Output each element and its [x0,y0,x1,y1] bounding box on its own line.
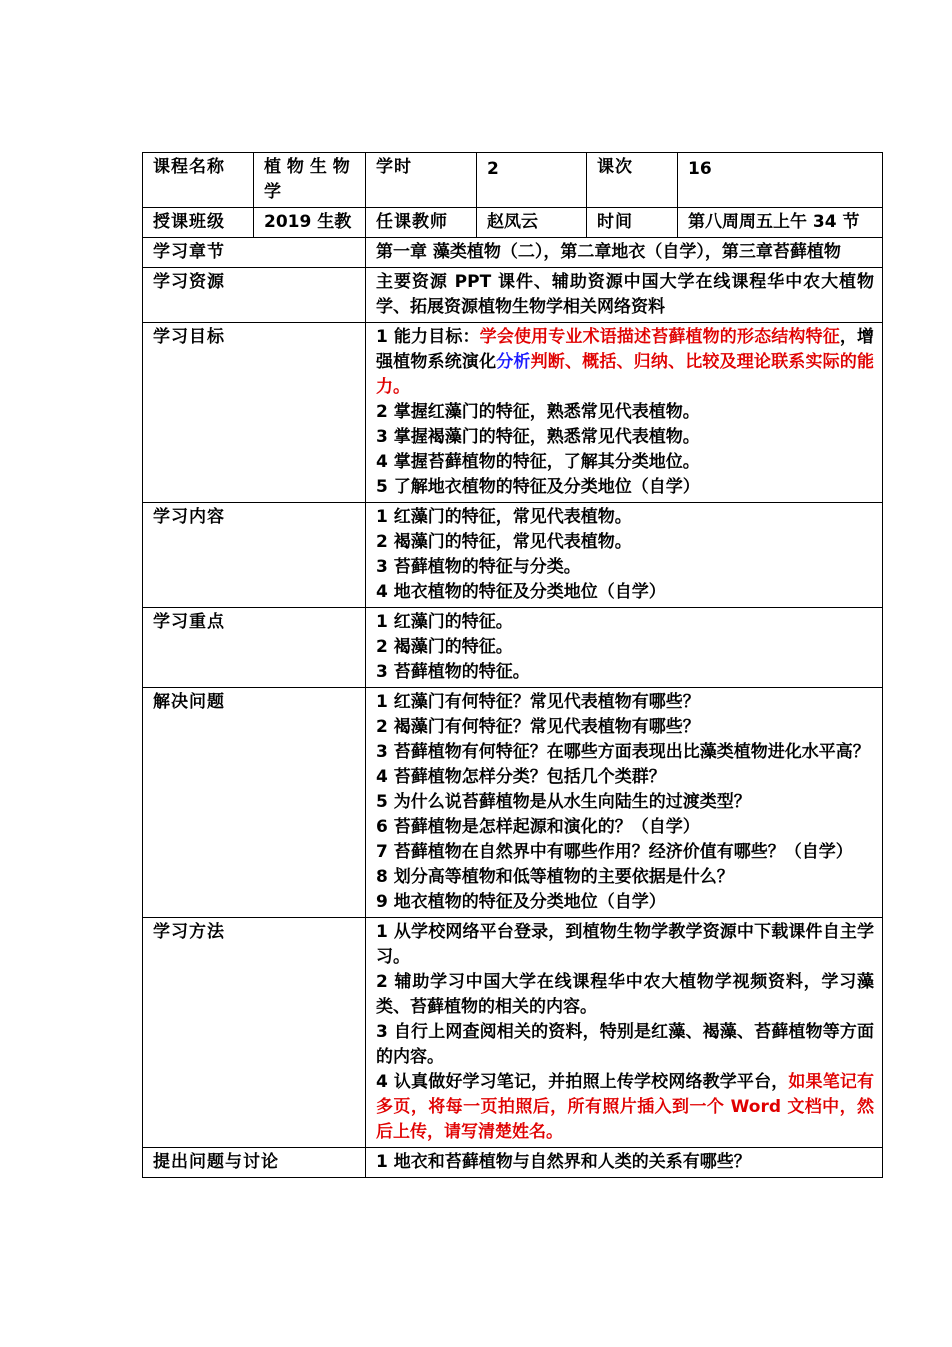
chapter-text: 第一章 藻类植物（二），第二章地衣（自学），第三章苔藓植物 [366,238,883,268]
row-course [143,153,883,208]
row-chapter [143,238,883,268]
teacher-label: 任课教师 [366,208,477,238]
objective-1-mid: ，增强植物系统演化 [376,327,875,372]
method-item: 2 辅助学习中国大学在线课程华中农大植物学视频资料，学习藻类、苔藓植物的相关的内容。 [376,972,874,1017]
content-item: 4 地衣植物的特征及分类地位（自学） [376,582,666,602]
key-points-cell [366,608,883,688]
problem-item: 2 褐藻门有何特征？常见代表植物有哪些？ [376,717,700,737]
session-value: 16 [678,153,883,208]
method-item: 1 从学校网络平台登录，到植物生物学教学资源中下载课件自主学习。 [376,922,874,967]
objective-1-red: 学会使用专业术语描述苔藓植物的形态结构特征 [479,327,840,347]
teacher-value: 赵凤云 [477,208,587,238]
lesson-plan-table [142,152,883,1178]
method-4-black: 4 认真做好学习笔记，并拍照上传学校网络教学平台， [376,1072,789,1092]
objectives-label: 学习目标 [143,323,366,503]
course-name-value: 植 物 生 物 学 [254,153,366,208]
row-objectives [143,323,883,503]
content-item: 1 红藻门的特征，常见代表植物。 [376,507,632,527]
methods-cell [366,918,883,1148]
class-value: 2019 生教 [254,208,366,238]
problem-item: 9 地衣植物的特征及分类地位（自学） [376,892,666,912]
problem-item: 7 苔藓植物在自然界中有哪些作用？经济价值有哪些？（自学） [376,842,853,862]
discussion-text: 1 地衣和苔藓植物与自然界和人类的关系有哪些？ [366,1148,883,1178]
resources-text: 主要资源 PPT 课件、辅助资源中国大学在线课程华中农大植物学、拓展资源植物生物学相关网络资料 [366,268,883,323]
objective-item: 4 掌握苔藓植物的特征，了解其分类地位。 [376,452,700,472]
row-methods [143,918,883,1148]
problem-item: 1 红藻门有何特征？常见代表植物有哪些？ [376,692,700,712]
resources-label: 学习资源 [143,268,366,323]
method-4-red: 如果笔记有多页，将每一页拍照后，所有照片插入到一个 Word 文档中，然后上传，请写清楚姓名。 [376,1072,874,1142]
row-content [143,503,883,608]
objective-item: 5 了解地衣植物的特征及分类地位（自学） [376,477,700,497]
hours-label: 学时 [366,153,477,208]
key-point-item: 2 褐藻门的特征。 [376,637,513,657]
method-item: 3 自行上网查阅相关的资料，特别是红藻、褐藻、苔藓植物等方面的内容。 [376,1022,874,1067]
chapter-label: 学习章节 [143,238,366,268]
row-resources [143,268,883,323]
problem-item: 5 为什么说苔藓植物是从水生向陆生的过渡类型？ [376,792,751,812]
row-discussion [143,1148,883,1178]
content-item: 3 苔藓植物的特征与分类。 [376,557,581,577]
problems-label: 解决问题 [143,688,366,918]
content-cell [366,503,883,608]
problems-cell [366,688,883,918]
row-key-points [143,608,883,688]
problem-item: 8 划分高等植物和低等植物的主要依据是什么？ [376,867,734,887]
objective-1-blue: 分析 [496,352,531,372]
problem-item: 4 苔藓植物怎样分类？包括几个类群？ [376,767,666,787]
method-item-4 [376,1070,874,1145]
key-points-label: 学习重点 [143,608,366,688]
methods-label: 学习方法 [143,918,366,1148]
row-problems [143,688,883,918]
objectives-cell [366,323,883,503]
time-value: 第八周周五上午 34 节 [678,208,883,238]
discussion-label: 提出问题与讨论 [143,1148,366,1178]
content-item: 2 褐藻门的特征，常见代表植物。 [376,532,632,552]
hours-value: 2 [477,153,587,208]
class-label: 授课班级 [143,208,254,238]
key-point-item: 3 苔藓植物的特征。 [376,662,530,682]
course-name-label: 课程名称 [143,153,254,208]
problem-item: 6 苔藓植物是怎样起源和演化的？（自学） [376,817,700,837]
objective-1-prefix: 1 能力目标： [376,327,480,347]
objective-item: 2 掌握红藻门的特征，熟悉常见代表植物。 [376,402,700,422]
key-point-item: 1 红藻门的特征。 [376,612,513,632]
objective-1-red2: 判断、概括、归纳、比较及理论联系实际的能力。 [376,352,875,397]
session-label: 课次 [587,153,678,208]
problem-item: 3 苔藓植物有何特征？在哪些方面表现出比藻类植物进化水平高？ [376,742,870,762]
row-class [143,208,883,238]
objective-item: 3 掌握褐藻门的特征，熟悉常见代表植物。 [376,427,700,447]
content-label: 学习内容 [143,503,366,608]
time-label: 时间 [587,208,678,238]
objective-item-1 [376,325,874,400]
